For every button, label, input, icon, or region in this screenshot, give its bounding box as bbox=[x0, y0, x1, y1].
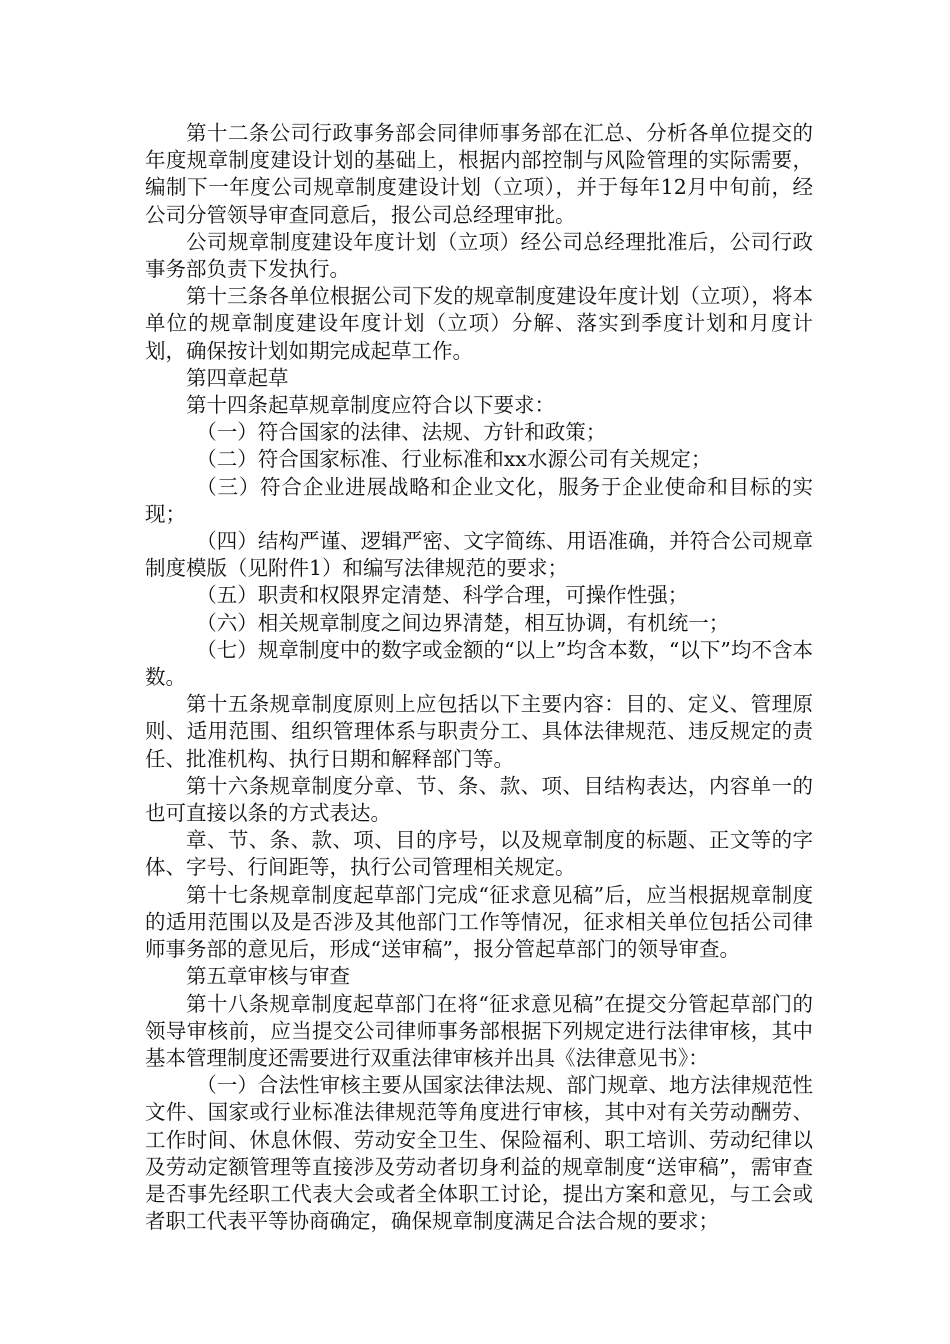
list-item-legality-review: （一）合法性审核主要从国家法律法规、部门规章、地方法律规范性文件、国家或行业标准法律规范等角度进行审核，其中对有关劳动酬劳、工作时间、休息休假、劳动安全卫生、保险福利、职工培训、劳动纪律以及劳动定额管理等直接涉及劳动者切身利益的规章制度“送审稿”，需审查是否事先经职工代表大会或者全体职工讨论，提出方案和意见，与工会或者职工代表平等协商确定，确保规章制度满足合法合规的要求； bbox=[145, 1073, 813, 1234]
paragraph-article-17: 第十七条规章制度起草部门完成“征求意见稿”后，应当根据规章制度的适用范围以及是否涉及其他部门工作等情况，征求相关单位包括公司律师事务部的意见后，形成“送审稿”，报分管起草部门的领导审查。 bbox=[145, 882, 813, 962]
list-item-7: （七）规章制度中的数字或金额的“以上”均含本数，“以下”均不含本数。 bbox=[145, 637, 813, 690]
list-item-5: （五）职责和权限界定清楚、科学合理，可操作性强； bbox=[196, 583, 689, 608]
paragraph-article-16: 第十六条规章制度分章、节、条、款、项、目结构表达，内容单一的也可直接以条的方式表达。 bbox=[145, 773, 813, 826]
list-item-1: （一）符合国家的法律、法规、方针和政策； bbox=[196, 420, 607, 445]
list-item-4: （四）结构严谨、逻辑严密、文字简练、用语准确，并符合公司规章制度模版（见附件1）和编写法律规范的要求； bbox=[145, 529, 813, 581]
paragraph-article-18: 第十八条规章制度起草部门在将“征求意见稿”在提交分管起草部门的领导审核前，应当提交公司律师事务部根据下列规定进行法律审核，其中基本管理制度还需要进行双重法律审核并出具《法律意见书》： bbox=[145, 991, 813, 1070]
chapter-heading-drafting: 第四章起草 bbox=[186, 365, 289, 390]
paragraph-article-12: 第十二条公司行政事务部会同律师事务部在汇总、分析各单位提交的年度规章制度建设计划的基础上，根据内部控制与风险管理的实际需要，编制下一年度公司规章制度建设计划（立项），并于每年12月中旬前，经公司分管领导审查同意后，报公司总经理审批。 bbox=[145, 121, 813, 227]
paragraph-article-13: 第十三条各单位根据公司下发的规章制度建设年度计划（立项），将本单位的规章制度建设年度计划（立项）分解、落实到季度计划和月度计划，确保按计划如期完成起草工作。 bbox=[145, 284, 813, 363]
list-item-2: （二）符合国家标准、行业标准和xx水源公司有关规定； bbox=[196, 447, 712, 472]
paragraph-article-14: 第十四条起草规章制度应符合以下要求： bbox=[186, 393, 555, 418]
paragraph-plan-issuance: 公司规章制度建设年度计划（立项）经公司总经理批准后，公司行政事务部负责下发执行。 bbox=[145, 229, 813, 282]
paragraph-format-rules: 章、节、条、款、项、目的序号，以及规章制度的标题、正文等的字体、字号、行间距等，执行公司管理相关规定。 bbox=[145, 828, 813, 880]
chapter-heading-review: 第五章审核与审查 bbox=[186, 964, 350, 989]
paragraph-article-15: 第十五条规章制度原则上应包括以下主要内容：目的、定义、管理原则、适用范围、组织管理体系与职责分工、具体法律规范、违反规定的责任、批准机构、执行日期和解释部门等。 bbox=[145, 692, 813, 771]
list-item-6: （六）相关规章制度之间边界清楚，相互协调，有机统一； bbox=[196, 610, 730, 635]
document-page bbox=[145, 120, 813, 1235]
list-item-3: （三）符合企业进展战略和企业文化，服务于企业使命和目标的实现； bbox=[145, 474, 813, 526]
